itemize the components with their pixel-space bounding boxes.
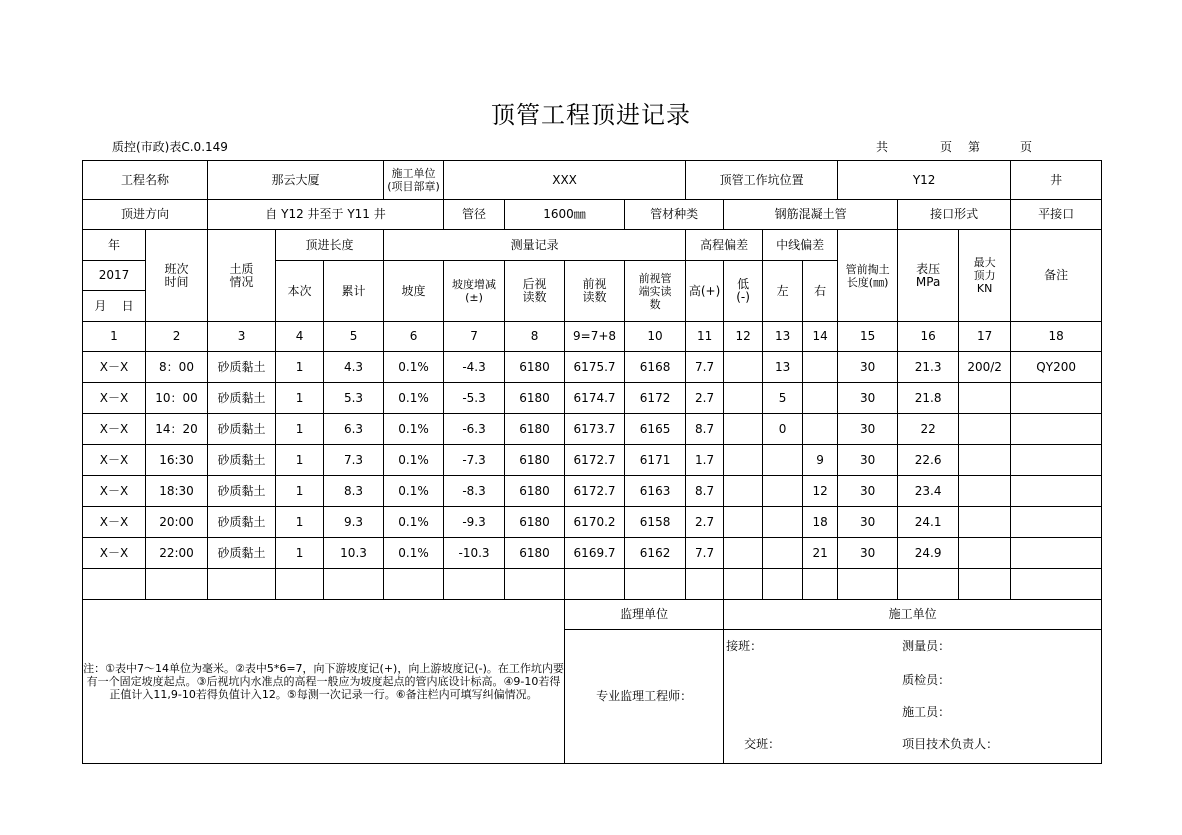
table-cell: 1 (276, 352, 324, 383)
table-cell: 1 (276, 507, 324, 538)
table-cell (1011, 538, 1102, 569)
table-cell: 21.3 (898, 352, 959, 383)
table-cell: 30 (838, 445, 898, 476)
col-number: 1 (83, 322, 146, 352)
table-cell: 7.7 (686, 352, 724, 383)
table-cell (959, 569, 1011, 600)
col-number: 6 (384, 322, 444, 352)
table-cell (724, 538, 763, 569)
col-number: 16 (898, 322, 959, 352)
soil-header: 土质 情况 (208, 230, 276, 322)
table-cell: 2.7 (686, 507, 724, 538)
col-number: 17 (959, 322, 1011, 352)
joint-label: 接口形式 (898, 200, 1011, 230)
table-cell: 8.3 (324, 476, 384, 507)
table-cell (803, 352, 838, 383)
table-row (83, 414, 1102, 445)
table-cell (1011, 383, 1102, 414)
page-nth-label: 第 (968, 140, 981, 154)
table-cell: 30 (838, 352, 898, 383)
table-cell: 14：20 (146, 414, 208, 445)
length-header: 顶进长度 (276, 230, 384, 261)
table-cell: 10：00 (146, 383, 208, 414)
col-number: 7 (444, 322, 505, 352)
table-cell: 1 (276, 538, 324, 569)
header-row-1 (83, 230, 1102, 261)
table-cell: 6180 (505, 507, 565, 538)
table-cell: 5.3 (324, 383, 384, 414)
table-row (83, 476, 1102, 507)
table-cell: X－X (83, 383, 146, 414)
data-rows (83, 352, 1102, 600)
diameter-label: 管径 (444, 200, 505, 230)
table-cell: 6165 (625, 414, 686, 445)
pipe-type-value: 钢筋混凝土管 (724, 200, 898, 230)
table-cell (724, 569, 763, 600)
table-cell: 6180 (505, 352, 565, 383)
table-cell: -9.3 (444, 507, 505, 538)
table-cell: -5.3 (444, 383, 505, 414)
table-cell: 12 (803, 476, 838, 507)
table-cell: 23.4 (898, 476, 959, 507)
table-cell (1011, 476, 1102, 507)
inspector-label: 质检员： (902, 673, 951, 687)
pressure-header: 表压 MPa (898, 230, 959, 322)
table-cell (959, 476, 1011, 507)
table-cell: 22:00 (146, 538, 208, 569)
col-number: 12 (724, 322, 763, 352)
table-cell: 6173.7 (565, 414, 625, 445)
table-cell: 砂质黏土 (208, 507, 276, 538)
col-number: 8 (505, 322, 565, 352)
table-cell (208, 569, 276, 600)
table-cell (83, 569, 146, 600)
supervision-engineer-label: 专业监理工程师： (596, 689, 693, 703)
table-cell: 砂质黏土 (208, 476, 276, 507)
column-number-row (83, 322, 1102, 352)
col-number: 11 (686, 322, 724, 352)
col-number: 3 (208, 322, 276, 352)
table-cell: 6172 (625, 383, 686, 414)
excavation-header: 管前掏土 长度(㎜) (838, 230, 898, 322)
table-cell: 30 (838, 414, 898, 445)
table-cell: 6180 (505, 383, 565, 414)
table-cell: 1 (276, 414, 324, 445)
table-row (83, 569, 1102, 600)
table-cell: 5 (763, 383, 803, 414)
table-cell: 6172.7 (565, 445, 625, 476)
table-cell (959, 445, 1011, 476)
right-header: 右 (803, 261, 838, 322)
notes-text: 注：①表中7～14单位为毫米。②表中5*6=7，向下游坡度记(+)，向上游坡度记(-)。在工作坑内要有一个固定坡度起点。③后视坑内水准点的高程一般应为坡度起点的管内底设计标高。④9-10若得正值计入11,9-10若得负值计入12。⑤每测一次记录一行。⑥备注栏内可填写纠偏情况。 (83, 600, 565, 764)
this-time-header: 本次 (276, 261, 324, 322)
table-cell (724, 383, 763, 414)
elevation-deviation-header: 高程偏差 (686, 230, 763, 261)
table-cell: 21.8 (898, 383, 959, 414)
table-cell: 8.7 (686, 476, 724, 507)
pit-location-unit: 井 (1011, 161, 1102, 200)
table-cell (898, 569, 959, 600)
table-cell (724, 476, 763, 507)
table-cell: 6163 (625, 476, 686, 507)
table-cell: 18 (803, 507, 838, 538)
table-cell: 18:30 (146, 476, 208, 507)
table-cell (1011, 569, 1102, 600)
table-cell: 16:30 (146, 445, 208, 476)
table-row (83, 352, 1102, 383)
table-cell (803, 414, 838, 445)
back-reading-header: 后视 读数 (505, 261, 565, 322)
footer-header-row (83, 600, 1102, 630)
table-cell: 6158 (625, 507, 686, 538)
table-cell: 1 (276, 445, 324, 476)
surveyor-label: 测量员： (902, 639, 951, 653)
info-row-1 (83, 161, 1102, 200)
construction-sign-cell (724, 630, 1102, 764)
centerline-deviation-header: 中线偏差 (763, 230, 838, 261)
table-cell: 20:00 (146, 507, 208, 538)
high-header: 高(+) (686, 261, 724, 322)
table-cell: X－X (83, 507, 146, 538)
supervision-engineer-cell (565, 630, 724, 764)
table-cell: 30 (838, 507, 898, 538)
table-cell: 砂质黏土 (208, 538, 276, 569)
jacking-record-table (82, 160, 1102, 764)
table-cell (505, 569, 565, 600)
table-cell (763, 476, 803, 507)
low-header: 低 (-) (724, 261, 763, 322)
unit-label: 施工单位 (项目部章) (384, 161, 444, 200)
table-cell: 6168 (625, 352, 686, 383)
col-number: 4 (276, 322, 324, 352)
table-cell: 2.7 (686, 383, 724, 414)
table-cell: QY200 (1011, 352, 1102, 383)
table-cell: 24.1 (898, 507, 959, 538)
table-cell: 22.6 (898, 445, 959, 476)
take-over-label: 接班： (726, 639, 763, 653)
table-cell (276, 569, 324, 600)
table-cell: 0.1% (384, 383, 444, 414)
year-label: 年 (83, 230, 146, 261)
page-unit-label: 页 (1020, 140, 1033, 154)
supervision-unit-label: 监理单位 (565, 600, 724, 630)
table-cell (724, 507, 763, 538)
table-cell (1011, 445, 1102, 476)
table-cell (565, 569, 625, 600)
table-cell: 1 (276, 476, 324, 507)
table-cell: 0.1% (384, 507, 444, 538)
table-cell: 24.9 (898, 538, 959, 569)
table-cell (625, 569, 686, 600)
col-number: 13 (763, 322, 803, 352)
col-number: 18 (1011, 322, 1102, 352)
page-title: 顶管工程顶进记录 (491, 101, 691, 129)
table-cell: 10.3 (324, 538, 384, 569)
table-row (83, 538, 1102, 569)
table-cell: 6.3 (324, 414, 384, 445)
table-cell (763, 507, 803, 538)
table-cell: 30 (838, 383, 898, 414)
page-counter (876, 138, 1032, 155)
tech-lead-label: 项目技术负责人： (902, 737, 999, 751)
table-cell: -8.3 (444, 476, 505, 507)
table-cell: 30 (838, 476, 898, 507)
table-row (83, 445, 1102, 476)
direction-label: 顶进方向 (83, 200, 208, 230)
pages-unit-label: 页 (940, 140, 953, 154)
table-cell: X－X (83, 414, 146, 445)
table-cell (444, 569, 505, 600)
table-cell: 6174.7 (565, 383, 625, 414)
table-cell: 13 (763, 352, 803, 383)
table-cell: -7.3 (444, 445, 505, 476)
table-cell: 0.1% (384, 414, 444, 445)
form-number: 质控(市政)表C.0.149 (112, 140, 228, 154)
table-cell: X－X (83, 352, 146, 383)
worker-label: 施工员： (902, 705, 951, 719)
col-number: 15 (838, 322, 898, 352)
table-cell (763, 538, 803, 569)
table-cell: 7.3 (324, 445, 384, 476)
table-cell: 砂质黏土 (208, 383, 276, 414)
table-cell: 6180 (505, 445, 565, 476)
table-cell (763, 569, 803, 600)
diameter-value: 1600㎜ (505, 200, 625, 230)
pipe-type-label: 管材种类 (625, 200, 724, 230)
slope-header: 坡度 (384, 261, 444, 322)
table-cell: 6180 (505, 538, 565, 569)
col-number: 14 (803, 322, 838, 352)
year-value: 2017 (83, 261, 146, 291)
hand-over-label: 交班： (744, 737, 781, 751)
table-cell: 4.3 (324, 352, 384, 383)
unit-value: XXX (444, 161, 686, 200)
survey-header: 测量记录 (384, 230, 686, 261)
table-cell: 9.3 (324, 507, 384, 538)
table-cell: 6171 (625, 445, 686, 476)
table-cell: 30 (838, 538, 898, 569)
info-row-2 (83, 200, 1102, 230)
table-cell: -10.3 (444, 538, 505, 569)
table-cell: X－X (83, 445, 146, 476)
table-cell: 0.1% (384, 538, 444, 569)
direction-value: 自 Y12 井至于 Y11 井 (208, 200, 444, 230)
table-cell (724, 414, 763, 445)
table-cell: 砂质黏土 (208, 414, 276, 445)
table-cell (959, 414, 1011, 445)
construction-unit-label: 施工单位 (724, 600, 1102, 630)
table-cell: 8：00 (146, 352, 208, 383)
table-cell: 6180 (505, 476, 565, 507)
table-cell: 22 (898, 414, 959, 445)
table-cell (686, 569, 724, 600)
table-cell (959, 507, 1011, 538)
table-row (83, 507, 1102, 538)
remark-header: 备注 (1011, 230, 1102, 322)
table-cell: 0 (763, 414, 803, 445)
joint-value: 平接口 (1011, 200, 1102, 230)
table-cell: 砂质黏土 (208, 352, 276, 383)
col-number: 2 (146, 322, 208, 352)
shift-time-header: 班次 时间 (146, 230, 208, 322)
table-cell: -4.3 (444, 352, 505, 383)
table-cell (1011, 414, 1102, 445)
table-cell (324, 569, 384, 600)
table-cell: 6175.7 (565, 352, 625, 383)
table-cell: 1 (276, 383, 324, 414)
col-number: 9=7+8 (565, 322, 625, 352)
table-cell (724, 445, 763, 476)
front-actual-header: 前视管 端实读 数 (625, 261, 686, 322)
table-cell: 8.7 (686, 414, 724, 445)
table-cell (146, 569, 208, 600)
table-cell: 砂质黏土 (208, 445, 276, 476)
table-cell (384, 569, 444, 600)
left-header: 左 (763, 261, 803, 322)
table-cell: 6162 (625, 538, 686, 569)
table-cell: 21 (803, 538, 838, 569)
table-cell: 6172.7 (565, 476, 625, 507)
table-cell (838, 569, 898, 600)
col-number: 10 (625, 322, 686, 352)
table-cell: 7.7 (686, 538, 724, 569)
table-cell: 0.1% (384, 445, 444, 476)
project-name-value: 那云大厦 (208, 161, 384, 200)
table-cell (959, 538, 1011, 569)
pit-location-label: 顶管工作坑位置 (686, 161, 838, 200)
table-cell (959, 383, 1011, 414)
table-cell: 6170.2 (565, 507, 625, 538)
table-cell: 6180 (505, 414, 565, 445)
table-cell: 1.7 (686, 445, 724, 476)
table-cell: 0.1% (384, 352, 444, 383)
max-force-header: 最大 顶力 KN (959, 230, 1011, 322)
table-cell: -6.3 (444, 414, 505, 445)
front-reading-header: 前视 读数 (565, 261, 625, 322)
total-pages-label: 共 (876, 140, 889, 154)
pit-location-value: Y12 (838, 161, 1011, 200)
slope-change-header: 坡度增减 (±) (444, 261, 505, 322)
table-cell: X－X (83, 538, 146, 569)
table-cell: 200/2 (959, 352, 1011, 383)
table-cell: 6169.7 (565, 538, 625, 569)
table-cell (1011, 507, 1102, 538)
col-number: 5 (324, 322, 384, 352)
project-name-label: 工程名称 (83, 161, 208, 200)
table-row (83, 383, 1102, 414)
table-cell: 9 (803, 445, 838, 476)
table-cell (803, 383, 838, 414)
table-cell (763, 445, 803, 476)
cumulative-header: 累计 (324, 261, 384, 322)
table-cell (803, 569, 838, 600)
month-day-label: 月 日 (83, 291, 146, 322)
table-cell: X－X (83, 476, 146, 507)
table-cell: 0.1% (384, 476, 444, 507)
table-cell (724, 352, 763, 383)
